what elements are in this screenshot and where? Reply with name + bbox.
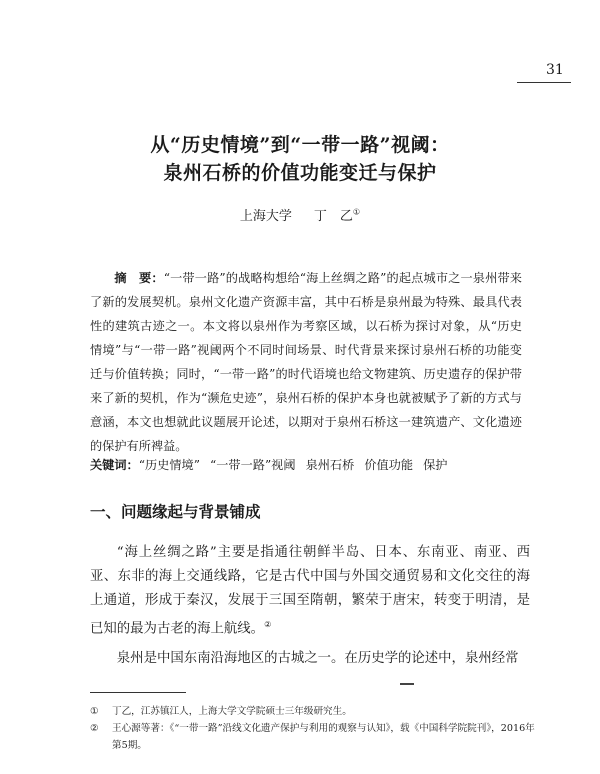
abstract-label: 摘 要： — [114, 271, 164, 285]
keywords-label: 关键词： — [90, 458, 139, 472]
footnote-text: 丁乙，江苏镇江人，上海大学文学院硕士三年级研究生。 — [112, 706, 352, 717]
paragraph — [90, 541, 530, 641]
section-heading: 一、问题缘起与背景铺成 — [90, 502, 261, 521]
keyword: 泉州石桥 — [305, 458, 355, 472]
keyword: 保护 — [423, 458, 448, 472]
paragraph — [90, 647, 530, 671]
keyword: 价值功能 — [364, 458, 414, 472]
author-line — [0, 205, 600, 224]
abstract-text: “一带一路”的战略构想给“海上丝绸之路”的起点城市之一泉州带来了新的发展契机。泉州文化遗产资源丰富，其中石桥是泉州最为特殊、最具代表性的建筑古迹之一。本文将以泉州作为考察区域，以石桥为探讨对象，从“历史情境”与“一带一路”视阈两个不同时间场景、时代背景来探讨泉州石桥的功能变迁与价值转换；同时，“一带一路”的时代语境也给文物建筑、历史遗存的保护带来了新的契机，作为“濒危史迹”，泉州石桥的保护本身也就被赋予了新的方式与意涵，本文也想就此议题展开论述，以期对于泉州石桥这一建筑遗产、文化遗迹的保护有所裨益。 — [90, 271, 522, 453]
title-line-2: 泉州石桥的价值功能变迁与保护 — [163, 162, 437, 184]
footnote-mark: ② — [90, 723, 99, 734]
scan-mark — [400, 683, 414, 685]
page-number: 31 — [546, 62, 564, 78]
author-name: 丁 乙 — [313, 209, 353, 224]
footnote-rule — [90, 692, 186, 693]
header-rule — [517, 82, 571, 83]
author-note-mark: ① — [352, 207, 361, 217]
title-line-1: 从“历史情境”到“一带一路”视阈： — [150, 134, 450, 156]
keyword: “历史情境” — [138, 458, 200, 472]
paragraph-text: “海上丝绸之路”主要是指通往朝鲜半岛、日本、东南亚、南亚、西亚、东非的海上交通线路，它是古代中国与外国交通贸易和文化交往的海上通道，形成于秦汉，发展于三国至隋朝，繁荣于唐宋，转变于明清，是已知的最为古老的海上航线。 — [90, 545, 530, 637]
footnote-ref: ② — [264, 620, 272, 629]
paragraph-text: 泉州是中国东南沿海地区的古城之一。在历史学的论述中，泉州经常 — [116, 651, 519, 667]
body-text — [90, 541, 530, 677]
footnote — [90, 720, 540, 754]
footnote-text: 王心源等著：《“一带一路”沿线文化遗产保护与利用的观察与认知》，载《中国科学院院刊》，2016年第5期。 — [112, 723, 535, 751]
keyword: “一带一路”视阈 — [209, 458, 296, 472]
footnotes — [90, 703, 540, 754]
footnote-mark: ① — [90, 706, 99, 717]
keywords — [90, 456, 530, 473]
abstract — [90, 266, 522, 458]
author-affiliation: 上海大学 — [239, 209, 292, 224]
footnote — [90, 703, 540, 720]
